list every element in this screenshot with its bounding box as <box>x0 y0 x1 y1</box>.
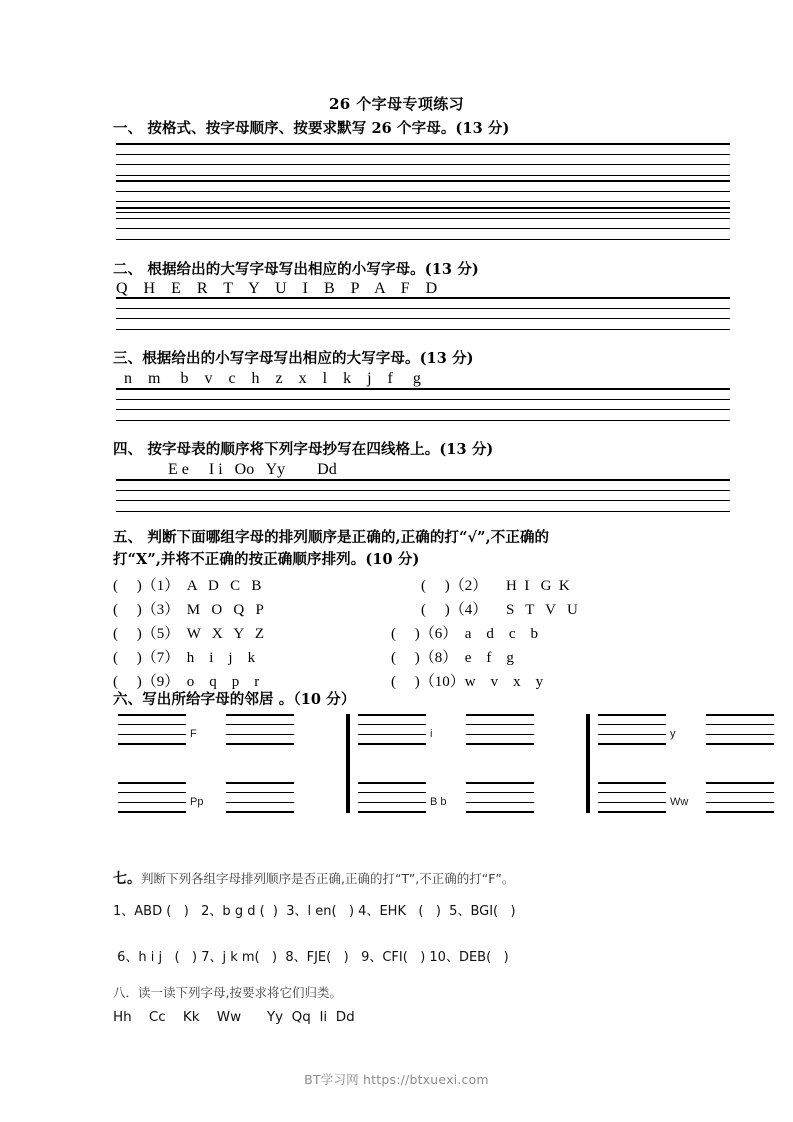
grid-line <box>116 201 730 202</box>
grid-line <box>358 792 426 794</box>
grid-line <box>598 714 666 716</box>
grid-line <box>118 802 186 804</box>
section-5-question-list <box>113 574 713 694</box>
grid-line <box>226 714 294 716</box>
grid-line <box>598 792 666 794</box>
grid-line <box>358 811 426 813</box>
grid-line <box>706 743 774 745</box>
grid-line <box>226 782 294 784</box>
grid-line <box>118 792 186 794</box>
grid-line <box>116 308 730 309</box>
grid-line <box>706 782 774 784</box>
neighbour-given-letter: i <box>430 728 433 740</box>
question-item-right[interactable]: ( )（6） a d c b <box>391 626 539 642</box>
section-5-question-row <box>113 598 713 622</box>
grid-line <box>358 724 426 726</box>
grid-line <box>706 714 774 716</box>
grid-line <box>226 802 294 804</box>
neighbour-given-letter: y <box>670 728 676 740</box>
writing-grid-2 <box>116 297 730 331</box>
grid-line <box>706 792 774 794</box>
grid-line <box>466 811 534 813</box>
grid-line <box>226 811 294 813</box>
neighbour-writing-grid[interactable] <box>358 714 426 745</box>
question-item-left[interactable]: ( )（9） o q p r <box>113 674 260 690</box>
neighbour-writing-grid[interactable] <box>226 714 294 745</box>
grid-line <box>118 734 186 736</box>
grid-line <box>706 811 774 813</box>
neighbour-writing-grid[interactable] <box>598 782 666 813</box>
grid-line <box>116 479 730 481</box>
grid-line <box>116 207 730 209</box>
section-7-heading-prefix: 七。 <box>113 871 141 887</box>
grid-line <box>598 782 666 784</box>
writing-grid-3 <box>116 388 730 422</box>
grid-line <box>598 802 666 804</box>
section-7-row-2: 6、h i j ( ) 7、j k m( ) 8、FJE( ) 9、CFI( ) 10、DEB( ) <box>113 950 509 965</box>
grid-line <box>226 743 294 745</box>
grid-line <box>358 734 426 736</box>
section-6-heading: 六、写出所给字母的邻居 。（10 分） <box>113 691 356 708</box>
neighbour-group-divider <box>586 714 590 813</box>
neighbour-given-letter: F <box>190 728 197 740</box>
writing-grid-4 <box>116 479 730 513</box>
grid-line <box>598 734 666 736</box>
grid-line <box>466 792 534 794</box>
section-8-heading: 八．读一读下列字母,按要求将它们归类。 <box>113 985 342 1000</box>
neighbour-writing-grid[interactable] <box>118 714 186 745</box>
neighbour-writing-grid[interactable] <box>358 782 426 813</box>
grid-line <box>466 724 534 726</box>
section-2-heading: 二、 根据给出的大写字母写出相应的小写字母。(13 分) <box>113 261 479 278</box>
section-7-heading <box>113 868 514 888</box>
grid-line <box>116 239 730 241</box>
writing-grid-1c <box>116 207 730 241</box>
grid-line <box>358 782 426 784</box>
question-item-left[interactable]: ( )（3） M O Q P <box>113 602 264 618</box>
section-5-question-row <box>113 574 713 598</box>
grid-line <box>466 714 534 716</box>
section-3-heading: 三、根据给出的小写字母写出相应的大写字母。(13 分) <box>113 350 474 367</box>
section-6-neighbour-grids <box>118 714 718 812</box>
grid-line <box>226 724 294 726</box>
neighbour-writing-grid[interactable] <box>118 782 186 813</box>
grid-line <box>116 175 730 177</box>
grid-line <box>226 792 294 794</box>
grid-line <box>116 191 730 192</box>
grid-line <box>116 228 730 229</box>
neighbour-given-letter: Ww <box>670 796 689 808</box>
neighbour-group-divider <box>346 714 350 813</box>
grid-line <box>116 420 730 422</box>
grid-line <box>598 811 666 813</box>
grid-line <box>706 802 774 804</box>
grid-line <box>116 180 730 182</box>
section-7-row-1: 1、ABD ( ) 2、b g d ( ) 3、l en( ) 4、EHK ( ) 5、BGI( ) <box>113 904 516 919</box>
section-7-heading-rest: 判断下列各组字母排列顺序是否正确,正确的打“T”,不正确的打“F”。 <box>141 871 515 886</box>
grid-line <box>598 743 666 745</box>
grid-line <box>706 724 774 726</box>
grid-line <box>118 743 186 745</box>
section-5-heading-line-2: 打“X”,并将不正确的按正确顺序排列。(10 分) <box>113 551 420 568</box>
section-8-letters: Hh Cc Kk Ww Yy Qq Ii Dd <box>113 1009 355 1025</box>
section-5-question-row <box>113 646 713 670</box>
neighbour-given-letter: B b <box>430 796 447 808</box>
grid-line <box>116 490 730 491</box>
writing-grid-1a <box>116 143 730 177</box>
grid-line <box>118 811 186 813</box>
grid-line <box>466 802 534 804</box>
section-1-heading: 一、 按格式、按字母顺序、按要求默写 26 个字母。(13 分) <box>113 120 510 137</box>
neighbour-writing-grid[interactable] <box>466 782 534 813</box>
grid-line <box>118 724 186 726</box>
grid-line <box>226 734 294 736</box>
grid-line <box>706 734 774 736</box>
neighbour-writing-grid[interactable] <box>226 782 294 813</box>
section-2-letters: Q H E R T Y U I B P A F D <box>116 280 438 297</box>
neighbour-writing-grid[interactable] <box>706 714 774 745</box>
grid-line <box>116 318 730 319</box>
grid-line <box>116 511 730 513</box>
grid-line <box>116 409 730 410</box>
grid-line <box>116 154 730 155</box>
grid-line <box>598 724 666 726</box>
grid-line <box>466 782 534 784</box>
neighbour-writing-grid[interactable] <box>706 782 774 813</box>
section-4-letters: E e I i Oo Yy Dd <box>168 461 337 478</box>
grid-line <box>358 743 426 745</box>
grid-line <box>466 743 534 745</box>
grid-line <box>358 802 426 804</box>
question-item-left[interactable]: ( )（1） A D C B <box>113 578 262 594</box>
neighbour-given-letter: Pp <box>190 796 204 808</box>
question-item-right[interactable]: ( )（2） H I G K <box>421 578 570 594</box>
grid-line <box>118 782 186 784</box>
grid-line <box>116 399 730 400</box>
grid-line <box>358 714 426 716</box>
grid-line <box>116 218 730 219</box>
grid-line <box>116 164 730 165</box>
grid-line <box>116 500 730 501</box>
grid-line <box>116 143 730 145</box>
grid-line <box>116 388 730 390</box>
question-item-left[interactable]: ( )（7） h i j k <box>113 650 256 666</box>
section-4-heading: 四、 按字母表的顺序将下列字母抄写在四线格上。(13 分) <box>113 441 494 458</box>
question-item-right[interactable]: ( )（10）w v x y <box>391 674 544 690</box>
footer-watermark: BT学习网 https://btxuexi.com <box>304 1072 489 1087</box>
section-3-letters: n m b v c h z x l k j f g <box>124 370 421 387</box>
question-item-left[interactable]: ( )（5） W X Y Z <box>113 626 265 642</box>
grid-line <box>116 329 730 331</box>
neighbour-writing-grid[interactable] <box>598 714 666 745</box>
section-5-question-row <box>113 622 713 646</box>
grid-line <box>118 714 186 716</box>
question-item-right[interactable]: ( )（8） e f g <box>391 650 514 666</box>
neighbour-writing-grid[interactable] <box>466 714 534 745</box>
page-title: 26 个字母专项练习 <box>328 95 465 113</box>
question-item-right[interactable]: ( )（4） S T V U <box>421 602 578 618</box>
grid-line <box>466 734 534 736</box>
section-5-heading-line-1: 五、 判断下面哪组字母的排列顺序是正确的,正确的打“√”,不正确的 <box>113 529 550 546</box>
